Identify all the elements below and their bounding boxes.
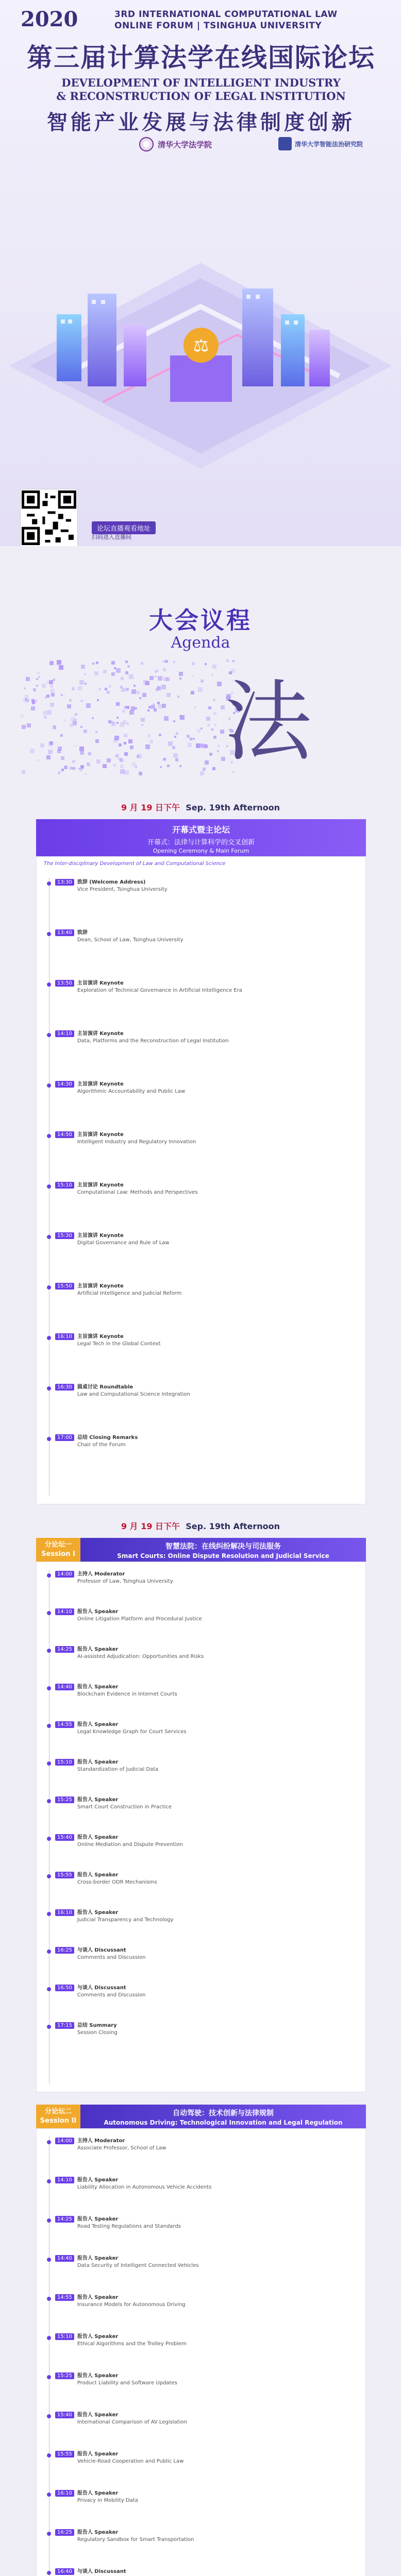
day-date-cn: 9 月 19 日下午 bbox=[121, 803, 180, 812]
agenda-item bbox=[47, 2372, 356, 2387]
agenda-text bbox=[77, 1947, 146, 1961]
agenda-time: 13:40 bbox=[55, 929, 74, 936]
agenda-item bbox=[47, 879, 356, 893]
agenda-time: 15:55 bbox=[55, 1872, 74, 1878]
session-title-cn: 智慧法院：在线纠纷解决与司法服务 bbox=[165, 1543, 281, 1551]
agenda-item bbox=[47, 1684, 356, 1698]
timeline-dot-icon bbox=[47, 2258, 51, 2262]
qr-caption: 论坛直播观看地址 bbox=[92, 521, 156, 534]
agenda-role: 主旨演讲 Keynote bbox=[77, 1283, 124, 1289]
opening-tagline: The Inter-disciplinary Development of Law and Computational Science bbox=[44, 861, 226, 867]
agenda-item bbox=[47, 1646, 356, 1660]
agenda-time: 14:50 bbox=[55, 1131, 74, 1138]
agenda-time: 14:40 bbox=[55, 1684, 74, 1690]
agenda-role: 与谈人 Discussant bbox=[77, 2569, 126, 2574]
agenda-desc: Computational Law: Methods and Perspectives bbox=[77, 1190, 198, 1195]
qr-code-icon bbox=[22, 490, 76, 545]
timeline-dot-icon bbox=[47, 2140, 51, 2144]
agenda-role: 总结 Summary bbox=[77, 2023, 117, 2028]
agenda-time: 14:10 bbox=[55, 1608, 74, 1615]
agenda-time: 15:40 bbox=[55, 1834, 74, 1841]
timeline-dot-icon bbox=[47, 1874, 51, 1878]
day-date-en: Sep. 19th Afternoon bbox=[186, 803, 280, 812]
agenda-time: 16:10 bbox=[55, 2490, 74, 2497]
timeline-dot-icon bbox=[47, 2218, 51, 2223]
tsinghua-law-logo bbox=[139, 137, 212, 151]
agenda-role: 主旨演讲 Keynote bbox=[77, 1182, 124, 1188]
timeline-dot-icon bbox=[47, 1837, 51, 1841]
timeline-dot-icon bbox=[47, 1724, 51, 1728]
session-2-card bbox=[36, 2128, 366, 2576]
agenda-text bbox=[77, 929, 183, 944]
session-1-title bbox=[80, 1538, 366, 1562]
agenda-time: 15:30 bbox=[55, 1232, 74, 1239]
agenda-desc: Algorithmic Accountability and Public Law bbox=[77, 1089, 186, 1094]
agenda-text bbox=[77, 2529, 194, 2544]
agenda-title-en: Agenda bbox=[171, 634, 230, 652]
agenda-text bbox=[77, 2333, 187, 2348]
svg-text:法: 法 bbox=[224, 671, 312, 773]
agenda-text bbox=[77, 980, 242, 994]
agenda-desc: Legal Tech in the Global Context bbox=[77, 1341, 161, 1347]
agenda-text bbox=[77, 1608, 202, 1623]
timeline-dot-icon bbox=[47, 1950, 51, 1954]
timeline-dot-icon bbox=[47, 2179, 51, 2183]
timeline-dot-icon bbox=[47, 2375, 51, 2379]
agenda-desc: Blockchain Evidence in Internet Courts bbox=[77, 1691, 177, 1697]
agenda-time: 15:55 bbox=[55, 2451, 74, 2458]
agenda-text bbox=[77, 1384, 190, 1398]
agenda-desc: Online Litigation Platform and Procedural Justice bbox=[77, 1616, 202, 1622]
session-2-timeline bbox=[47, 2136, 356, 2576]
agenda-desc: Digital Governance and Rule of Law bbox=[77, 1240, 170, 1246]
forum-year: 2020 bbox=[21, 7, 78, 31]
timeline-dot-icon bbox=[47, 1437, 51, 1441]
agenda-desc: Data, Platforms and the Reconstruction of Legal Institution bbox=[77, 1038, 229, 1044]
opening-sub-cn: 开幕式：法律与计算科学的交叉创新 bbox=[147, 839, 255, 846]
timeline-dot-icon bbox=[47, 1912, 51, 1916]
agenda-item bbox=[47, 1030, 356, 1045]
agenda-role: 报告人 Speaker bbox=[77, 2530, 119, 2535]
agenda-desc: Cross-border ODR Mechanisms bbox=[77, 1879, 157, 1885]
timeline-dot-icon bbox=[47, 1184, 51, 1189]
agenda-desc: Insurance Models for Autonomous Driving bbox=[77, 2302, 186, 2308]
agenda-time: 14:55 bbox=[55, 1721, 74, 1728]
timeline-dot-icon bbox=[47, 932, 51, 936]
agenda-time: 14:10 bbox=[55, 1030, 74, 1037]
agenda-role: 报告人 Speaker bbox=[77, 1835, 119, 1840]
agenda-text bbox=[77, 2138, 166, 2152]
agenda-item bbox=[47, 2138, 356, 2152]
agenda-role: 主旨演讲 Keynote bbox=[77, 1031, 124, 1037]
agenda-time: 14:40 bbox=[55, 2255, 74, 2262]
agenda-time: 13:50 bbox=[55, 980, 74, 987]
agenda-desc: Standardization of Judicial Data bbox=[77, 1767, 159, 1772]
agenda-item bbox=[47, 1909, 356, 1924]
agenda-role: 报告人 Speaker bbox=[77, 1797, 119, 1803]
agenda-time: 16:10 bbox=[55, 1333, 74, 1340]
qr-note: 扫码进入直播间 bbox=[92, 534, 131, 540]
agenda-time: 15:25 bbox=[55, 2372, 74, 2379]
timeline-dot-icon bbox=[47, 1686, 51, 1690]
agenda-item bbox=[47, 1759, 356, 1773]
institute-badge-icon bbox=[278, 137, 292, 150]
agenda-time: 16:25 bbox=[55, 2529, 74, 2536]
agenda-desc: Product Liability and Software Updates bbox=[77, 2380, 177, 2386]
opening-header bbox=[36, 819, 366, 856]
agenda-role: 报告人 Speaker bbox=[77, 2334, 119, 2340]
day-date-cn: 9 月 19 日下午 bbox=[121, 1521, 180, 1531]
agenda-item bbox=[47, 2216, 356, 2230]
tsinghua-law-label: 清华大学法学院 bbox=[158, 140, 212, 149]
agenda-time: 14:25 bbox=[55, 2216, 74, 2223]
agenda-role: 主持人 Moderator bbox=[77, 1571, 125, 1577]
timeline-dot-icon bbox=[47, 2493, 51, 2497]
agenda-text bbox=[77, 1721, 187, 1736]
agenda-text bbox=[77, 1646, 204, 1660]
agenda-time: 14:00 bbox=[55, 2138, 74, 2144]
agenda-text bbox=[77, 879, 168, 893]
timeline-dot-icon bbox=[47, 1799, 51, 1803]
agenda-text bbox=[77, 2177, 212, 2191]
timeline-dot-icon bbox=[47, 1987, 51, 1991]
agenda-text bbox=[77, 2255, 199, 2269]
agenda-desc: Ethical Algorithms and the Trolley Problem bbox=[77, 2341, 187, 2347]
agenda-text bbox=[77, 1333, 161, 1348]
agenda-desc: Comments and Discussion bbox=[77, 1992, 146, 1998]
agenda-role: 报告人 Speaker bbox=[77, 2490, 119, 2496]
agenda-item bbox=[47, 1721, 356, 1736]
agenda-text bbox=[77, 1834, 183, 1849]
agenda-item bbox=[47, 2412, 356, 2426]
agenda-item bbox=[47, 1182, 356, 1196]
agenda-item bbox=[47, 2255, 356, 2269]
agenda-desc: Data Security of Intelligent Connected Vehicles bbox=[77, 2263, 199, 2268]
agenda-role: 报告人 Speaker bbox=[77, 2412, 119, 2418]
session-1-tag bbox=[36, 1538, 80, 1562]
forum-en-line1: 3RD INTERNATIONAL COMPUTATIONAL LAW bbox=[114, 9, 338, 20]
agenda-time: 16:40 bbox=[55, 2568, 74, 2575]
agenda-item bbox=[47, 1834, 356, 1849]
agenda-role: 致辞 (Welcome Address) bbox=[77, 879, 146, 885]
agenda-item bbox=[47, 2333, 356, 2348]
agenda-text bbox=[77, 1434, 138, 1449]
agenda-item bbox=[47, 1985, 356, 1999]
agenda-time: 15:10 bbox=[55, 1759, 74, 1766]
agenda-text bbox=[77, 2412, 187, 2426]
agenda-text bbox=[77, 2490, 138, 2504]
agenda-desc: Smart Court Construction in Practice bbox=[77, 1804, 172, 1810]
agenda-item bbox=[47, 929, 356, 944]
agenda-role: 报告人 Speaker bbox=[77, 2216, 119, 2222]
agenda-desc: Legal Knowledge Graph for Court Services bbox=[77, 1729, 187, 1735]
agenda-text bbox=[77, 1182, 198, 1196]
timeline-dot-icon bbox=[47, 1386, 51, 1391]
agenda-role: 报告人 Speaker bbox=[77, 2373, 119, 2379]
agenda-text bbox=[77, 1872, 157, 1886]
timeline-dot-icon bbox=[47, 1083, 51, 1088]
day-heading-2 bbox=[0, 1520, 401, 1532]
agenda-time: 16:25 bbox=[55, 1947, 74, 1954]
agenda-time: 14:55 bbox=[55, 2294, 74, 2301]
timeline-dot-icon bbox=[47, 1336, 51, 1340]
timeline-dot-icon bbox=[47, 1033, 51, 1037]
agenda-role: 报告人 Speaker bbox=[77, 1722, 119, 1727]
agenda-role: 报告人 Speaker bbox=[77, 2177, 119, 2183]
agenda-text bbox=[77, 2451, 184, 2465]
agenda-item bbox=[47, 1333, 356, 1348]
session-tag-en: Session II bbox=[40, 2117, 77, 2125]
agenda-text bbox=[77, 2022, 118, 2037]
agenda-item bbox=[47, 1434, 356, 1449]
agenda-time: 17:15 bbox=[55, 2022, 74, 2029]
hero-banner bbox=[0, 0, 401, 546]
forum-en-subtitle-1: DEVELOPMENT OF INTELLIGENT INDUSTRY bbox=[61, 76, 341, 89]
forum-cn-subtitle: 智能产业发展与法律制度创新 bbox=[47, 110, 355, 134]
session-1-timeline bbox=[47, 1569, 356, 2060]
agenda-role: 报告人 Speaker bbox=[77, 1910, 119, 1916]
agenda-time: 14:10 bbox=[55, 2177, 74, 2183]
isometric-city-illustration bbox=[0, 160, 401, 546]
agenda-text bbox=[77, 1131, 196, 1146]
timeline-dot-icon bbox=[47, 882, 51, 886]
agenda-time: 14:00 bbox=[55, 1571, 74, 1578]
timeline-dot-icon bbox=[47, 1649, 51, 1653]
partner-logos bbox=[10, 134, 392, 155]
agenda-item bbox=[47, 2177, 356, 2191]
timeline-dot-icon bbox=[47, 2453, 51, 2458]
pixel-calligraphy-art bbox=[0, 654, 401, 783]
svg-text:⚖: ⚖ bbox=[193, 335, 209, 356]
session-title-en: Autonomous Driving: Technological Innovation and Legal Regulation bbox=[104, 2119, 343, 2126]
agenda-time: 15:50 bbox=[55, 1283, 74, 1290]
agenda-desc: Professor of Law, Tsinghua University bbox=[77, 1579, 173, 1584]
session-tag-cn: 分论坛二 bbox=[44, 2108, 72, 2115]
agenda-role: 主旨演讲 Keynote bbox=[77, 1233, 124, 1239]
agenda-role: 圆桌讨论 Roundtable bbox=[77, 1384, 133, 1390]
agenda-item bbox=[47, 2529, 356, 2544]
agenda-desc: Comments and Discussion bbox=[77, 1955, 146, 1960]
agenda-text bbox=[77, 2372, 177, 2387]
agenda-item bbox=[47, 2451, 356, 2465]
opening-card bbox=[36, 856, 366, 1504]
agenda-item bbox=[47, 1797, 356, 1811]
agenda-text bbox=[77, 1571, 173, 1585]
agenda-role: 总结 Closing Remarks bbox=[77, 1435, 138, 1440]
session-title-en: Smart Courts: Online Dispute Resolution and Judicial Service bbox=[117, 1552, 329, 1560]
agenda-text bbox=[77, 1759, 158, 1773]
forum-en-subtitle-2: & RECONSTRUCTION OF LEGAL INSTITUTION bbox=[56, 90, 346, 103]
agenda-time: 13:30 bbox=[55, 879, 74, 886]
agenda-role: 主旨演讲 Keynote bbox=[77, 1132, 124, 1138]
session-2-tag bbox=[36, 2105, 80, 2128]
agenda-text bbox=[77, 1283, 181, 1297]
agenda-time: 16:30 bbox=[55, 1384, 74, 1391]
session-tag-cn: 分论坛一 bbox=[44, 1541, 72, 1549]
agenda-text bbox=[77, 1797, 172, 1811]
institute-logo bbox=[278, 137, 363, 150]
agenda-desc: International Comparison of AV Legislation bbox=[77, 2419, 187, 2425]
agenda-item bbox=[47, 2022, 356, 2037]
agenda-text bbox=[77, 1030, 229, 1045]
agenda-desc: Privacy in Mobility Data bbox=[77, 2498, 138, 2503]
institute-label: 清华大学智能法治研究院 bbox=[295, 140, 363, 148]
day-heading-1 bbox=[0, 801, 401, 813]
agenda-time: 15:25 bbox=[55, 1797, 74, 1803]
agenda-role: 报告人 Speaker bbox=[77, 1609, 119, 1615]
agenda-title-cn: 大会议程 bbox=[149, 606, 252, 634]
agenda-time: 15:10 bbox=[55, 2333, 74, 2340]
agenda-desc: Liability Allocation in Autonomous Vehicle Accidents bbox=[77, 2184, 212, 2190]
timeline-dot-icon bbox=[47, 2336, 51, 2340]
agenda-text bbox=[77, 1684, 177, 1698]
agenda-text bbox=[77, 1081, 185, 1095]
timeline-dot-icon bbox=[47, 1611, 51, 1615]
live-stream-qr-code[interactable] bbox=[21, 489, 77, 546]
opening-timeline bbox=[47, 877, 356, 1485]
timeline-dot-icon bbox=[47, 1134, 51, 1138]
agenda-text bbox=[77, 2216, 181, 2230]
timeline-dot-icon bbox=[47, 2532, 51, 2536]
agenda-role: 报告人 Speaker bbox=[77, 2295, 119, 2300]
agenda-item bbox=[47, 1608, 356, 1623]
agenda-item bbox=[47, 1571, 356, 1585]
agenda-item bbox=[47, 1384, 356, 1398]
agenda-item bbox=[47, 1131, 356, 1146]
agenda-time: 17:00 bbox=[55, 1434, 74, 1441]
agenda-role: 主旨演讲 Keynote bbox=[77, 980, 124, 986]
agenda-time: 16:10 bbox=[55, 1909, 74, 1916]
agenda-time: 15:10 bbox=[55, 1182, 74, 1189]
agenda-desc: Intelligent Industry and Regulatory Innovation bbox=[77, 1139, 196, 1145]
agenda-role: 与谈人 Discussant bbox=[77, 1947, 126, 1953]
timeline-dot-icon bbox=[47, 2297, 51, 2301]
session-2-title bbox=[80, 2105, 366, 2128]
agenda-desc: Regulatory Sandbox for Smart Transportation bbox=[77, 2537, 194, 2543]
timeline-dot-icon bbox=[47, 1573, 51, 1578]
agenda-text bbox=[77, 1232, 170, 1247]
agenda-text bbox=[77, 1985, 146, 1999]
agenda-text bbox=[77, 2294, 186, 2309]
agenda-role: 主旨演讲 Keynote bbox=[77, 1334, 124, 1340]
timeline-dot-icon bbox=[47, 2414, 51, 2418]
agenda-item bbox=[47, 1232, 356, 1247]
agenda-role: 主旨演讲 Keynote bbox=[77, 1081, 124, 1087]
agenda-desc: Chair of the Forum bbox=[77, 1442, 126, 1448]
opening-title: 开幕式暨主论坛 bbox=[172, 825, 230, 835]
agenda-desc: Exploration of Technical Governance in Artificial Intelligence Era bbox=[77, 988, 242, 993]
agenda-desc: Artificial Intelligence and Judicial Reform bbox=[77, 1291, 182, 1296]
agenda-item bbox=[47, 2568, 356, 2576]
agenda-time: 14:30 bbox=[55, 1081, 74, 1088]
timeline-dot-icon bbox=[47, 2571, 51, 2575]
agenda-desc: Road Testing Regulations and Standards bbox=[77, 2224, 181, 2229]
opening-sub-en: Opening Ceremony & Main Forum bbox=[153, 848, 249, 854]
agenda-role: 致辞 bbox=[77, 930, 88, 936]
agenda-item bbox=[47, 2294, 356, 2309]
agenda-role: 报告人 Speaker bbox=[77, 1684, 119, 1690]
agenda-desc: Law and Computational Science Integration bbox=[77, 1392, 190, 1397]
timeline-dot-icon bbox=[47, 1235, 51, 1239]
tsinghua-seal-icon bbox=[139, 137, 154, 151]
agenda-item bbox=[47, 980, 356, 994]
agenda-text bbox=[77, 2568, 146, 2576]
timeline-dot-icon bbox=[47, 2025, 51, 2029]
timeline-dot-icon bbox=[47, 1285, 51, 1290]
agenda-item bbox=[47, 2490, 356, 2504]
agenda-role: 与谈人 Discussant bbox=[77, 1985, 126, 1991]
agenda-desc: Session Closing bbox=[77, 2030, 118, 2036]
agenda-text bbox=[77, 1909, 174, 1924]
agenda-item bbox=[47, 1947, 356, 1961]
agenda-desc: Online Mediation and Dispute Prevention bbox=[77, 1842, 183, 1848]
day-date-en: Sep. 19th Afternoon bbox=[186, 1521, 280, 1531]
agenda-role: 报告人 Speaker bbox=[77, 2451, 119, 2457]
forum-cn-title: 第三届计算法学在线国际论坛 bbox=[27, 42, 375, 73]
agenda-desc: AI-assisted Adjudication: Opportunities and Risks bbox=[77, 1654, 204, 1659]
agenda-desc: Associate Professor, School of Law bbox=[77, 2145, 166, 2151]
agenda-role: 报告人 Speaker bbox=[77, 1647, 119, 1652]
agenda-item bbox=[47, 1283, 356, 1297]
agenda-role: 报告人 Speaker bbox=[77, 1872, 119, 1878]
agenda-role: 报告人 Speaker bbox=[77, 2256, 119, 2261]
agenda-time: 14:25 bbox=[55, 1646, 74, 1653]
agenda-time: 16:50 bbox=[55, 1985, 74, 1991]
session-title-cn: 自动驾驶：技术创新与法律规制 bbox=[173, 2109, 274, 2117]
agenda-item bbox=[47, 1081, 356, 1095]
agenda-desc: Dean, School of Law, Tsinghua University bbox=[77, 937, 183, 943]
agenda-item bbox=[47, 1872, 356, 1886]
agenda-time: 15:40 bbox=[55, 2412, 74, 2418]
agenda-role: 主持人 Moderator bbox=[77, 2138, 125, 2144]
session-1-card bbox=[36, 1562, 366, 2092]
agenda-role: 报告人 Speaker bbox=[77, 1759, 119, 1765]
session-tag-en: Session I bbox=[41, 1550, 75, 1558]
agenda-desc: Judicial Transparency and Technology bbox=[77, 1917, 174, 1923]
forum-en-line2: ONLINE FORUM | TSINGHUA UNIVERSITY bbox=[114, 21, 322, 31]
agenda-desc: Vehicle-Road Cooperation and Public Law bbox=[77, 2459, 184, 2464]
timeline-dot-icon bbox=[47, 1761, 51, 1766]
agenda-desc: Vice President, Tsinghua University bbox=[77, 887, 168, 892]
timeline-dot-icon bbox=[47, 982, 51, 987]
